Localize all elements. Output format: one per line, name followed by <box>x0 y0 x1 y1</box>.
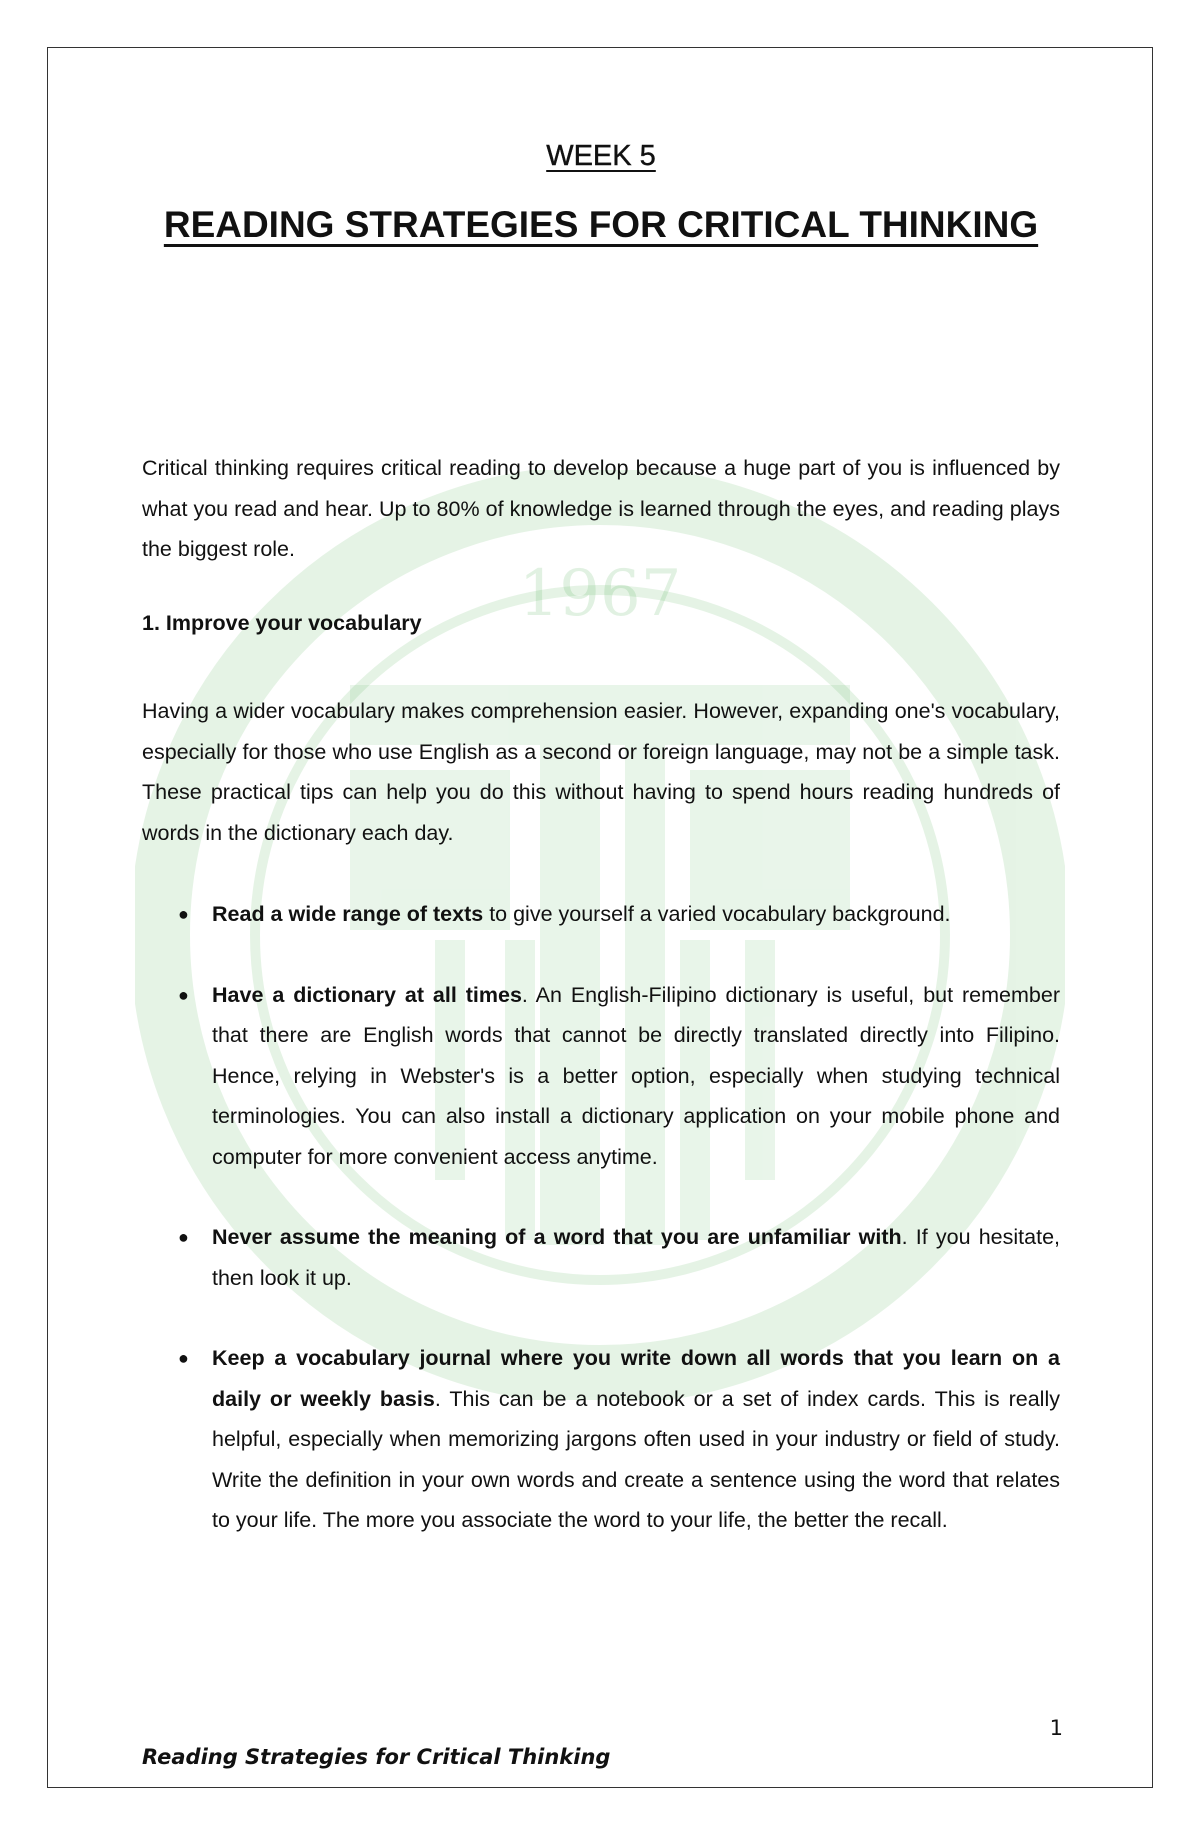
tip-emphasis: Read a wide range of texts <box>212 902 484 926</box>
svg-text:1967: 1967 <box>518 557 682 631</box>
intro-paragraph: Critical thinking requires critical reading to develop because a huge part of you is influenced by what you read and hear. Up to 80% of knowledge is learned through the eyes, and reading plays the biggest role. <box>142 456 1060 561</box>
tips-list <box>142 894 1060 1581</box>
footer-running-title: Reading Strategies for Critical Thinking <box>142 1745 611 1769</box>
vocabulary-paragraph: Having a wider vocabulary makes comprehension easier. However, expanding one's vocabulary, especially for those who use English as a second or foreign language, may not be a simple task. These practical tips can help you do this without having to spend hours reading hundreds of words in the dictionary each day. <box>142 699 1060 845</box>
list-item <box>142 894 1060 935</box>
page-number: 1 <box>1049 1716 1063 1740</box>
bullet-icon: ● <box>178 1348 189 1368</box>
list-item <box>142 1338 1060 1541</box>
page-title: READING STRATEGIES FOR CRITICAL THINKING <box>163 204 1039 245</box>
section-heading: 1. Improve your vocabulary <box>142 611 422 635</box>
tip-emphasis: Keep a vocabulary journal where you write down all words that you learn on a daily or weekly basis <box>212 1346 1060 1411</box>
list-item <box>142 1217 1060 1298</box>
tip-text: to give yourself a varied vocabulary background. <box>483 902 951 926</box>
tip-emphasis: Have a dictionary at all times <box>212 982 522 1007</box>
tip-text: . An English-Filipino dictionary is useful, but remember that there are English words that cannot be directly translated directly into Filipino. Hence, relying in Webster's is a better option, especially when studying technical terminologies. You can also install a dictionary application on your mobile phone and computer for more convenient access anytime. <box>212 982 1060 1169</box>
list-item <box>142 975 1060 1178</box>
bullet-icon: ● <box>178 1227 189 1247</box>
bullet-icon: ● <box>178 984 189 1005</box>
tip-text: . This can be a notebook or a set of index cards. This is really helpful, especially when memorizing jargons often used in your industry or field of study. Write the definition in your own words and create a sentence using the word that relates to your life. The more you associate the word to your life, the better the recall. <box>212 1386 1060 1532</box>
week-label: WEEK 5 <box>546 140 656 172</box>
tip-emphasis: Never assume the meaning of a word that you are unfamiliar with <box>212 1225 902 1249</box>
bullet-icon: ● <box>178 904 189 924</box>
tip-text: . If you hesitate, then look it up. <box>212 1225 1060 1290</box>
